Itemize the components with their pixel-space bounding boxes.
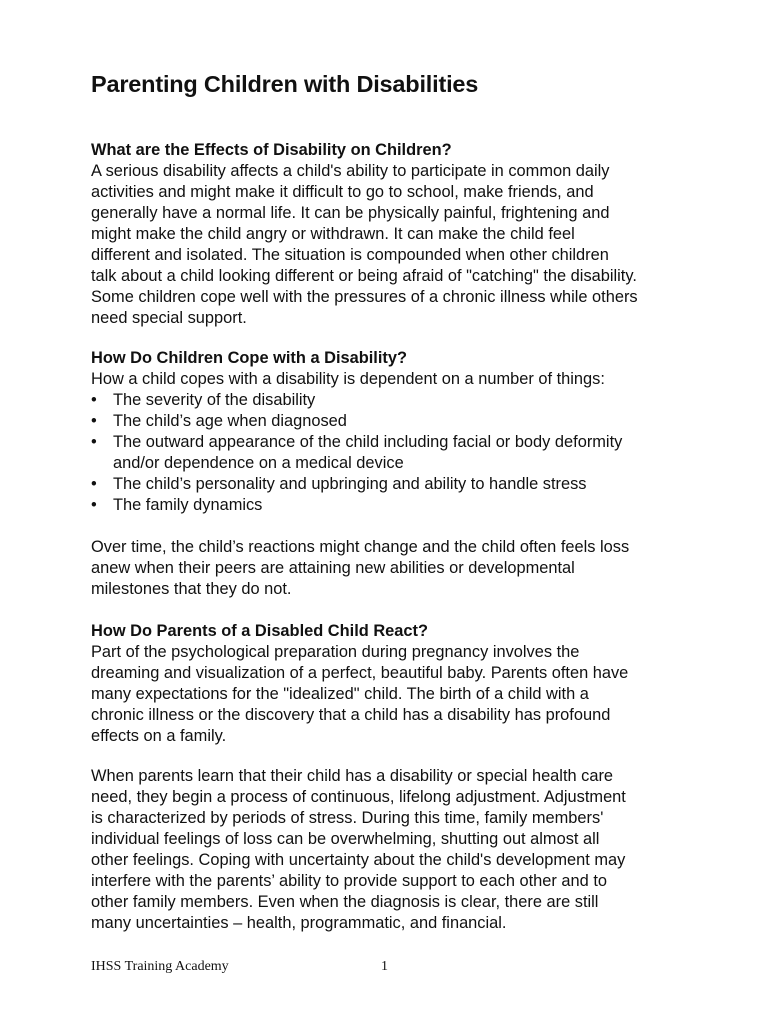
text-line: The family dynamics bbox=[113, 496, 263, 514]
list-item bbox=[91, 390, 711, 411]
list-item bbox=[91, 432, 711, 474]
bullet-icon: • bbox=[91, 391, 97, 409]
text-line: generally have a normal life. It can be physically painful, frightening and bbox=[91, 204, 610, 222]
text-line: When parents learn that their child has a disability or special health care bbox=[91, 767, 614, 785]
text-line: chronic illness or the discovery that a child has a disability has profound bbox=[91, 706, 611, 724]
text-line: milestones that they do not. bbox=[91, 580, 292, 598]
section-intro: How a child copes with a disability is dependent on a number of things: bbox=[91, 370, 605, 388]
text-line: need, they begin a process of continuous, lifelong adjustment. Adjustment bbox=[91, 788, 626, 806]
text-line: dreaming and visualization of a perfect, beautiful baby. Parents often have bbox=[91, 664, 629, 682]
section-body bbox=[91, 161, 711, 329]
text-line: other family members. Even when the diagnosis is clear, there are still bbox=[91, 893, 599, 911]
text-line: individual feelings of loss can be overwhelming, shutting out almost all bbox=[91, 830, 600, 848]
text-line: Some children cope well with the pressures of a chronic illness while others bbox=[91, 288, 638, 306]
section-body bbox=[91, 642, 711, 747]
section-body-2 bbox=[91, 766, 711, 934]
page-number: 1 bbox=[381, 959, 388, 974]
page-title: Parenting Children with Disabilities bbox=[91, 71, 479, 97]
bullet-icon: • bbox=[91, 433, 97, 451]
text-line: The severity of the disability bbox=[113, 391, 316, 409]
bullet-list bbox=[91, 390, 711, 516]
text-line: is characterized by periods of stress. During this time, family members' bbox=[91, 809, 604, 827]
text-line: different and isolated. The situation is compounded when other children bbox=[91, 246, 609, 264]
list-item bbox=[91, 411, 711, 432]
section-coping bbox=[91, 348, 711, 600]
section-body bbox=[91, 537, 711, 600]
text-line: other feelings. Coping with uncertainty about the child's development may bbox=[91, 851, 626, 869]
text-line: interfere with the parents’ ability to provide support to each other and to bbox=[91, 872, 608, 890]
section-heading: What are the Effects of Disability on Children? bbox=[91, 141, 452, 159]
text-line: many uncertainties – health, programmatic, and financial. bbox=[91, 914, 507, 932]
section-heading: How Do Parents of a Disabled Child React? bbox=[91, 622, 428, 640]
section-effects bbox=[91, 140, 711, 329]
text-line: activities and might make it difficult to go to school, make friends, and bbox=[91, 183, 594, 201]
footer-org: IHSS Training Academy bbox=[91, 959, 229, 974]
text-line: Over time, the child’s reactions might change and the child often feels loss bbox=[91, 538, 630, 556]
list-item bbox=[91, 474, 711, 495]
text-line: anew when their peers are attaining new abilities or developmental bbox=[91, 559, 575, 577]
text-line: effects on a family. bbox=[91, 727, 227, 745]
text-line: and/or dependence on a medical device bbox=[113, 454, 404, 472]
text-line: The outward appearance of the child including facial or body deformity bbox=[113, 433, 623, 451]
text-line: Part of the psychological preparation during pregnancy involves the bbox=[91, 643, 580, 661]
bullet-icon: • bbox=[91, 412, 97, 430]
section-parents bbox=[91, 621, 711, 934]
text-line: might make the child angry or withdrawn. It can make the child feel bbox=[91, 225, 575, 243]
text-line: The child’s age when diagnosed bbox=[113, 412, 347, 430]
text-line: A serious disability affects a child's ability to participate in common daily bbox=[91, 162, 610, 180]
list-item bbox=[91, 495, 711, 516]
section-heading: How Do Children Cope with a Disability? bbox=[91, 349, 407, 367]
bullet-icon: • bbox=[91, 496, 97, 514]
text-line: The child’s personality and upbringing and ability to handle stress bbox=[113, 475, 587, 493]
text-line: talk about a child looking different or being afraid of "catching" the disability. bbox=[91, 267, 637, 285]
text-line: many expectations for the "idealized" child. The birth of a child with a bbox=[91, 685, 589, 703]
bullet-icon: • bbox=[91, 475, 97, 493]
text-line: need special support. bbox=[91, 309, 247, 327]
